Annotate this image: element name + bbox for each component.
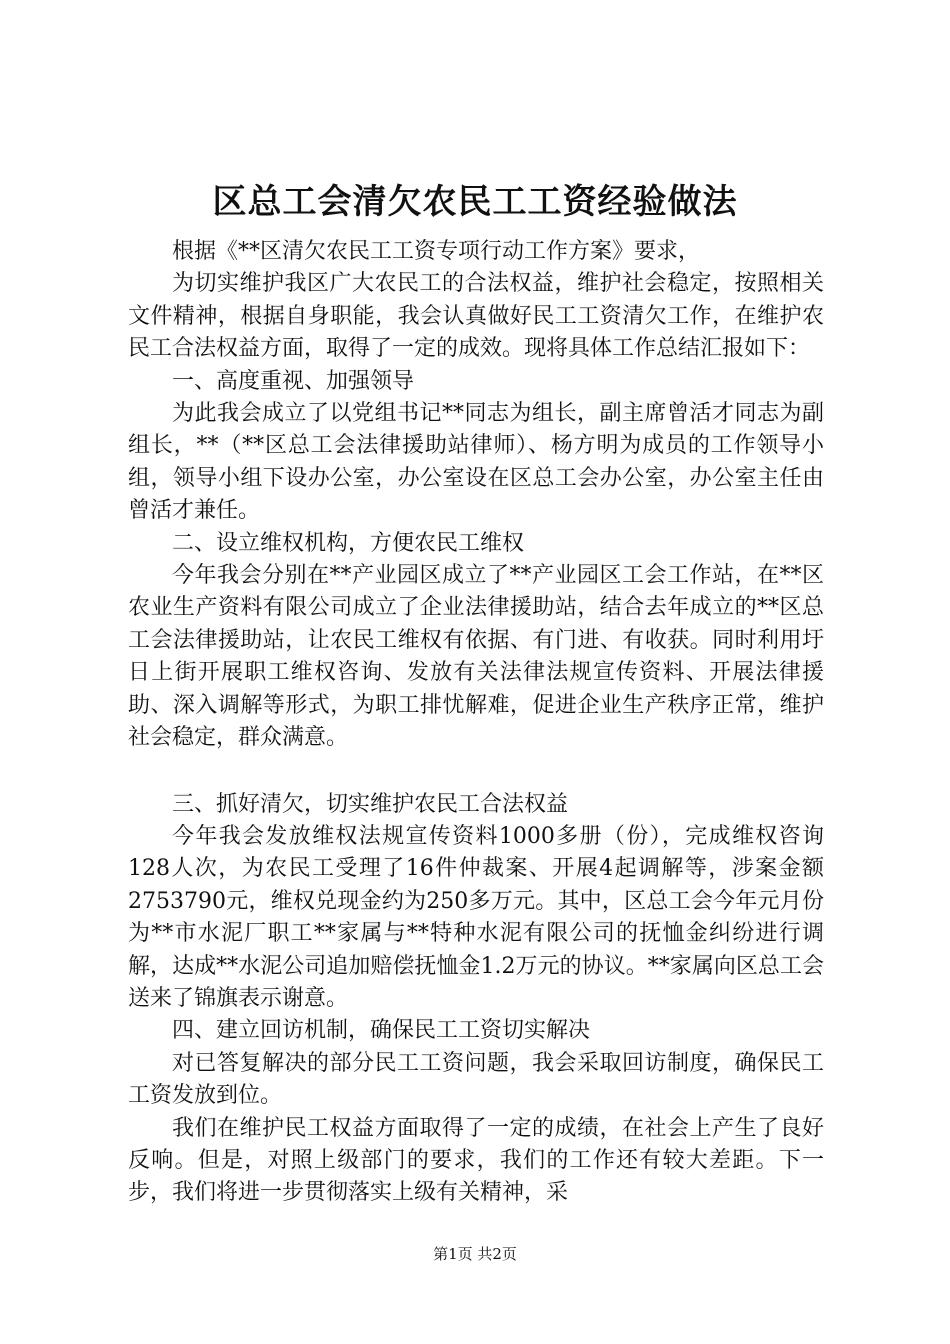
section-heading-2: 二、设立维权机构，方便农民工维权 [172,530,525,556]
document-title: 区总工会清欠农民工工资经验做法 [212,182,738,222]
section-heading-3: 三、抓好清欠，切实维护农民工合法权益 [172,791,569,817]
paragraph-conclusion: 我们在维护民工权益方面取得了一定的成绩，在社会上产生了良好反响。但是，对照上级部门的要求，我们的工作还有较大差距。下一步，我们将进一步贯彻落实上级有关精神，采 [128,1115,824,1206]
section-heading-1: 一、高度重视、加强领导 [172,368,415,394]
paragraph-gap [128,755,824,789]
paragraph-purpose: 为切实维护我区广大农民工的合法权益，维护社会稳定，按照相关文件精神，根据自身职能，我会认真做好民工工资清欠工作，在维护农民工合法权益方面，取得了一定的成效。现将具体工作总结汇报如下： [128,271,824,362]
page-footer: 第1页 共2页 [433,1245,517,1263]
paragraph-intro: 根据《**区清欠农民工工资专项行动工作方案》要求， [172,239,701,264]
document-body [128,236,824,1210]
paragraph-section-4: 对已答复解决的部分民工工资问题，我会采取回访制度，确保民工工资发放到位。 [128,1050,824,1109]
section-heading-4: 四、建立回访机制，确保民工工资切实解决 [172,1018,591,1044]
paragraph-section-3: 今年我会发放维权法规宣传资料1000多册（份），完成维权咨询128人次，为农民工受理了16件仲裁案、开展4起调解等，涉案金额2753790元，维权兑现金约为250多万元。其中，区总工会今年元月份为**市水泥厂职工**家属与**特种水泥有限公司的抚恤金纠纷进行调解，达成**水泥公司追加赔偿抚恤金1.2万元的协议。**家属向区总工会送来了锦旗表示谢意。 [128,823,825,1011]
paragraph-section-2: 今年我会分别在**产业园区成立了**产业园区工会工作站，在**区农业生产资料有限公司成立了企业法律援助站，结合去年成立的**区总工会法律援助站，让农民工维权有依据、有门进、有收获。同时利用圩日上街开展职工维权咨询、发放有关法律法规宣传资料、开展法律援助、深入调解等形式，为职工排忧解难，促进企业生产秩序正常，维护社会稳定，群众满意。 [128,563,824,751]
paragraph-section-1: 为此我会成立了以党组书记**同志为组长，副主席曾活才同志为副组长，**（**区总工会法律援助站律师）、杨方明为成员的工作领导小组，领导小组下设办公室，办公室设在区总工会办公室，办公室主任由曾活才兼任。 [128,401,824,524]
